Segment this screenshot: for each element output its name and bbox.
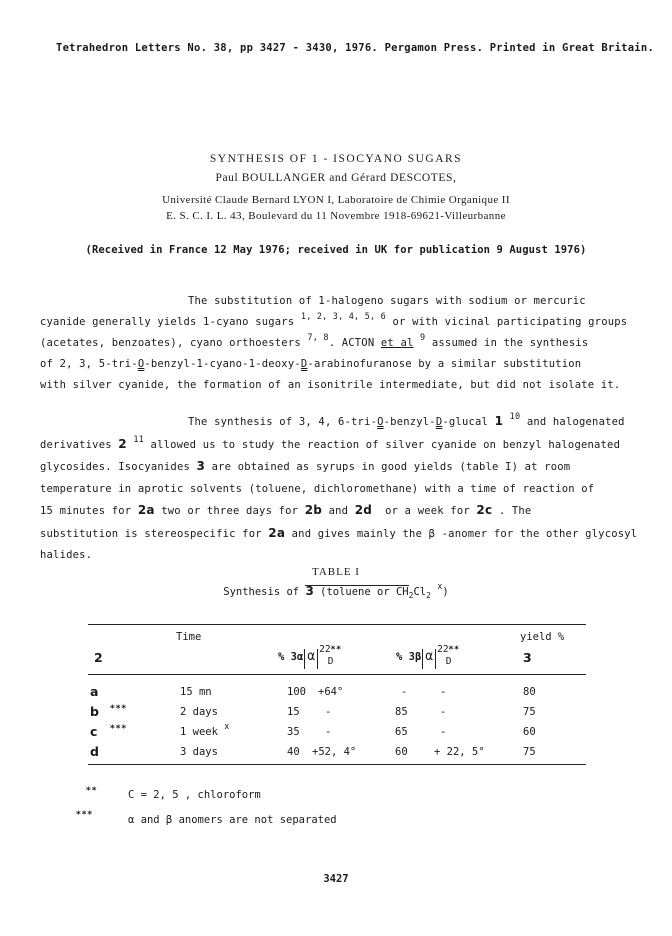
- para1-line-3: (acetates, benzoates), cyano orthoesters $^{7, 8}$. ACTON et al $^9$ assumed in the synthesis: [40, 333, 589, 349]
- row-pct-beta: 85: [395, 706, 408, 718]
- footnote-text: C = 2, 5 , chloroform: [128, 789, 261, 801]
- paragraph-1: [40, 291, 634, 396]
- row-yield: 75: [523, 706, 536, 718]
- row-yield: 80: [523, 686, 536, 698]
- row-pct-alpha: 15: [287, 706, 300, 718]
- table-header-rule: [88, 674, 586, 675]
- row-stars: ***: [110, 704, 128, 714]
- row-time: 2 days: [180, 706, 218, 718]
- para2-line-3: glycosides. Isocyanides 3 are obtained as syrups in good yields (table I) at room: [40, 459, 571, 473]
- row-rot-beta: -: [440, 726, 447, 738]
- para1-line-1: The substitution of 1-halogeno sugars with sodium or mercuric: [188, 295, 586, 307]
- header-compound-2: 2: [94, 650, 103, 665]
- table-bottom-rule: [88, 764, 586, 765]
- para1-line-5: with silver cyanide, the formation of an isonitrile intermediate, but did not isolate it.: [40, 379, 621, 391]
- row-pct-alpha: 40: [287, 746, 300, 758]
- para1-line-2: cyanide generally yields 1-cyano sugars $^{1, 2, 3, 4, 5, 6}$ or with vicinal participating groups: [40, 312, 628, 328]
- table-caption: Synthesis of 3 (toluene or $CH_2Cl_2$ $^x$): [223, 582, 449, 600]
- row-time: 1 week $^x$: [180, 722, 230, 738]
- footnote-mark: **: [86, 786, 98, 796]
- para2-line-6: substitution is stereospecific for 2a and gives mainly the β -anomer for the other glycosyl: [40, 525, 638, 540]
- row-rot-beta: + 22, 5°: [434, 746, 485, 758]
- affiliation-line-1: Université Claude Bernard LYON I, Laboratoire de Chimie Organique II: [162, 194, 510, 206]
- affiliation-line-2: E. S. C. I. L. 43, Boulevard du 11 Novembre 1918-69621-Villeurbanne: [166, 210, 506, 222]
- row-pct-alpha: 100: [287, 686, 306, 698]
- row-pct-beta: 65: [395, 726, 408, 738]
- row-pct-alpha: 35: [287, 726, 300, 738]
- row-yield: 75: [523, 746, 536, 758]
- header-pct-beta: % 3β α 22** D: [396, 644, 460, 667]
- para2-line-5: 15 minutes for 2a two or three days for 2b and 2d or a week for 2c . The: [40, 503, 532, 517]
- compound-2: 2: [118, 436, 127, 451]
- page-number: 3427: [323, 873, 349, 885]
- row-pct-beta: -: [401, 686, 408, 698]
- paper-title: SYNTHESIS OF 1 - ISOCYANO SUGARS: [209, 153, 463, 165]
- row-rot-beta: -: [440, 706, 447, 718]
- journal-header: Tetrahedron Letters No. 38, pp 3427 - 3430, 1976. Pergamon Press. Printed in Great Britain.: [56, 42, 655, 54]
- row-rot-alpha: -: [325, 706, 332, 718]
- para1-line-4: of 2, 3, 5-tri-O-benzyl-1-cyano-1-deoxy-D-arabinofuranose by a similar substitution: [40, 358, 582, 370]
- row-label: a: [90, 684, 99, 699]
- para2-line-7: halides.: [40, 549, 93, 561]
- header-time: Time: [176, 631, 202, 643]
- footnote-mark: ***: [76, 810, 94, 820]
- header-yield-compound-3: 3: [523, 650, 532, 665]
- authors: [0, 172, 672, 184]
- header-pct-alpha: % 3α α 22** D: [278, 644, 342, 667]
- row-label: c: [90, 724, 98, 739]
- paragraph-2: [40, 411, 638, 567]
- row-rot-beta: -: [440, 686, 447, 698]
- compound-3: 3: [196, 459, 206, 473]
- para2-line-4: temperature in aprotic solvents (toluene, dichloromethane) with a time of reaction of: [40, 482, 595, 495]
- table-title: TABLE I: [312, 566, 360, 578]
- compound-1: 1: [494, 414, 504, 428]
- row-label: b: [90, 704, 99, 719]
- row-rot-alpha: +64°: [318, 686, 344, 698]
- row-rot-alpha: -: [325, 726, 332, 738]
- row-rot-alpha: +52, 4°: [312, 746, 357, 758]
- row-time: 15 mn: [180, 686, 212, 698]
- row-yield: 60: [523, 726, 536, 738]
- row-pct-beta: 60: [395, 746, 408, 758]
- footnote-text: α and β anomers are not separated: [128, 814, 337, 826]
- para2-line-1: The synthesis of 3, 4, 6-tri-O-benzyl-D-glucal 1 $^{10}$ and halogenated: [188, 412, 625, 428]
- row-label: d: [90, 744, 99, 759]
- author-1: Paul BOULLANGER: [215, 172, 326, 184]
- para2-line-2: derivatives 2 $^{11}$ allowed us to study the reaction of silver cyanide on benzyl halogenated: [40, 434, 621, 451]
- table-top-rule: [88, 624, 586, 625]
- row-time: 3 days: [180, 746, 218, 758]
- row-stars: ***: [110, 724, 128, 734]
- author-2: Gérard DESCOTES,: [351, 172, 457, 184]
- authors-and: and: [329, 172, 348, 184]
- received-dates: (Received in France 12 May 1976; received in UK for publication 9 August 1976): [85, 244, 587, 256]
- header-yield: yield %: [520, 631, 565, 643]
